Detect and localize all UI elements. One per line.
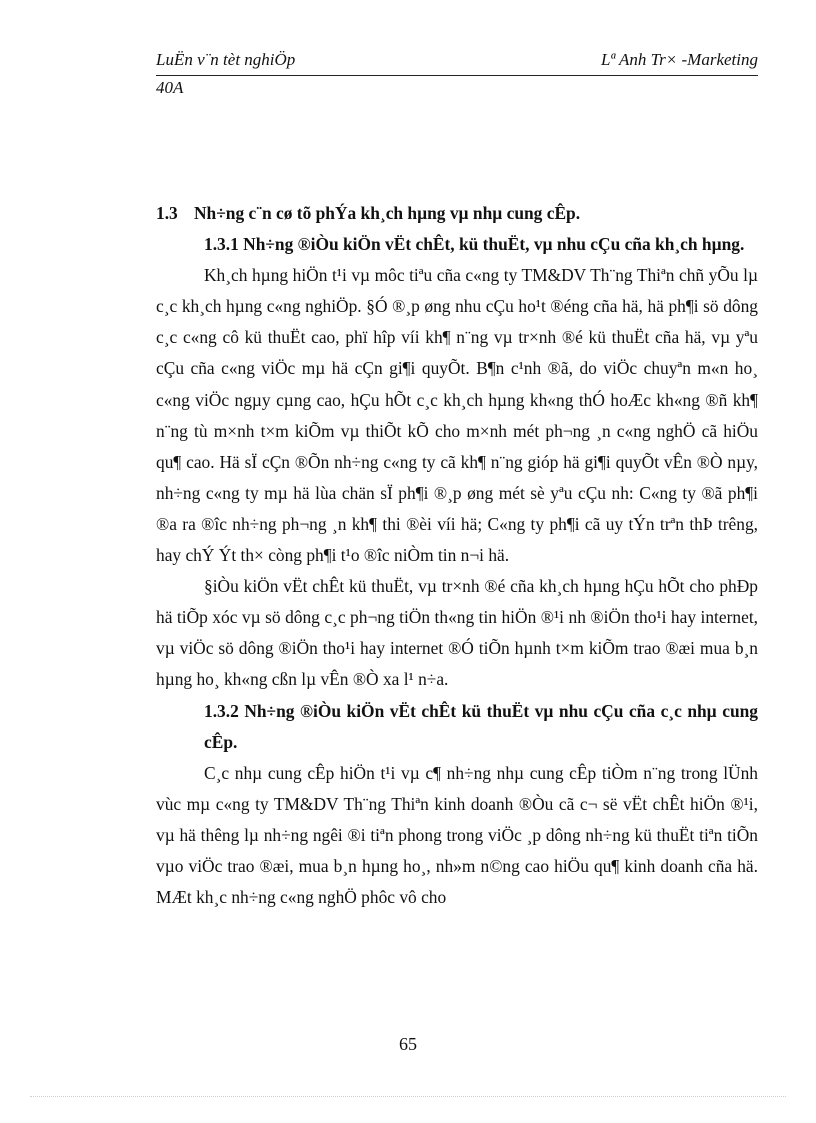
paragraph-2: §iÒu kiÖn vËt chÊt kü thuËt, vµ tr×nh ®é cña kh¸ch hµng hÇu hÕt cho phÐp hä tiÕp xóc vµ sö dông c¸c ph¬ng tiÖn th«ng tin hiÖn ®¹i nh ®iÖn tho¹i hay internet, vµ viÖc sö dông ®iÖn tho¹i hay internet ®Ó tiÕn hµnh t×m kiÕm trao ®æi mua b¸n hµng ho¸ kh«ng cßn lµ vÊn ®Ò xa l¹ n÷a.: [156, 576, 758, 690]
section-heading: [156, 198, 758, 229]
page-number: 65: [399, 1034, 417, 1054]
page-bottom-rule: [30, 1096, 786, 1097]
section-title: Nh÷ng c¨n cø tõ phÝa kh¸ch hµng vµ nhµ cung cÊp.: [194, 203, 581, 223]
page-body: [156, 198, 758, 913]
header-right: Lª Anh Tr× -Marketing: [600, 50, 758, 69]
subsection-1-heading: 1.3.1 Nh÷ng ®iÒu kiÖn vËt chÊt, kü thuËt, vµ nhu cÇu cña kh¸ch hµng.: [204, 234, 745, 255]
subsection-2-heading: 1.3.2 Nh÷ng ®iÒu kiÖn vËt chÊt kü thuËt vµ nhu cÇu cña c¸c nhµ cung cÊp.: [204, 700, 758, 752]
section-number: 1.3: [156, 203, 178, 223]
paragraph-1: Kh¸ch hµng hiÖn t¹i vµ môc tiªu cña c«ng ty TM&DV Th¨ng Thiªn chñ yÕu lµ c¸c kh¸ch hµng c«ng nghiÖp. §Ó ®¸p øng nhu cÇu ho¹t ®éng cña hä, hä ph¶i sö dông c¸c c«ng cô kü thuËt cao, phï hîp víi kh¶ n¨ng vµ tr×nh ®é kü thuËt cña hä, vµ yªu cÇu cña c«ng viÖc mµ hä cÇn gi¶i quyÕt. B¶n c¹nh ®ã, do viÖc chuyªn m«n ho¸ c«ng viÖc ngµy cµng cao, hÇu hÕt c¸c kh¸ch hµng kh«ng thÓ hoÆc kh«ng ®ñ kh¶ n¨ng tù m×nh t×m kiÕm vµ thiÕt kÕ cho m×nh mét ph¬ng ¸n c«ng nghÖ cã hiÖu qu¶ cao. Hä sÏ cÇn ®Õn nh÷ng c«ng ty cã kh¶ n¨ng gióp hä gi¶i quyÕt vÊn ®Ò nµy, nh÷ng c«ng ty mµ hä lùa chän sÏ ph¶i ®¸p øng mét sè yªu cÇu nh: C«ng ty ®ã ph¶i ®a ra ®îc nh÷ng ph¬ng ¸n kh¶ thi ®èi víi hä; C«ng ty ph¶i cã uy tÝn trªn thÞ trêng, hay chÝ Ýt th× còng ph¶i t¹o ®îc niÒm tin n¬i hä.: [156, 265, 758, 566]
header-rule: [156, 75, 758, 76]
header-continuation: 40A: [156, 78, 184, 97]
running-header: [156, 50, 758, 70]
paragraph-3: C¸c nhµ cung cÊp hiÖn t¹i vµ c¶ nh÷ng nhµ cung cÊp tiÒm n¨ng trong lÜnh vùc mµ c«ng ty TM&DV Th¨ng Thiªn kinh doanh ®Òu cã c¬ së vËt chÊt hiÖn ®¹i, vµ hä thêng lµ nh÷ng ngêi ®i tiªn phong trong viÖc ¸p dông nh÷ng kü thuËt tiªn tiÕn vµo viÖc trao ®æi, mua b¸n hµng ho¸, nh»m n©ng cao hiÖu qu¶ kinh doanh cña hä. MÆt kh¸c nh÷ng c«ng nghÖ phôc vô cho: [156, 762, 758, 908]
header-left: LuËn v¨n tèt nghiÖp: [156, 50, 296, 69]
